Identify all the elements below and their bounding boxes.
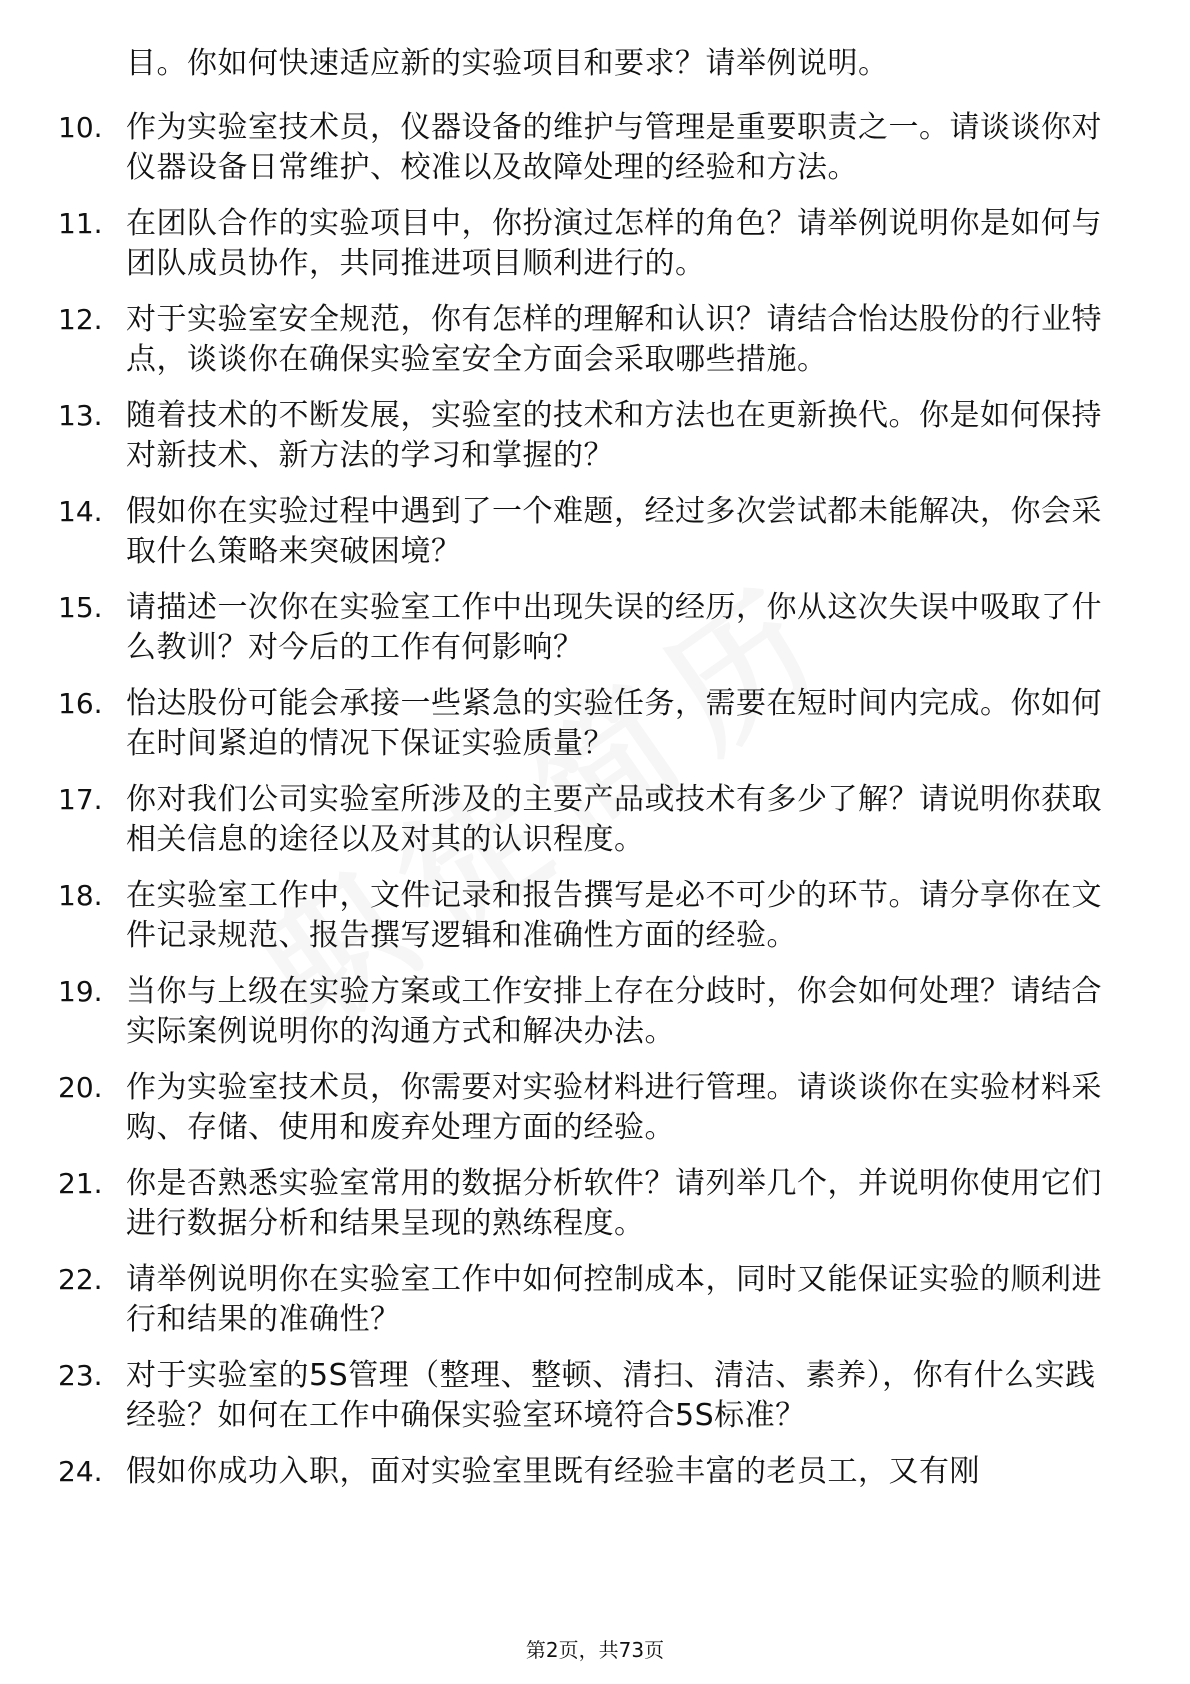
item-text: 请举例说明你在实验室工作中如何控制成本，同时又能保证实验的顺利进行和结果的准确性？ — [126, 1262, 1102, 1337]
item-text: 假如你在实验过程中遇到了一个难题，经过多次尝试都未能解决，你会采取什么策略来突破困境？ — [126, 494, 1102, 569]
item-number: 14. — [58, 495, 103, 528]
item-number: 24. — [58, 1455, 103, 1488]
item-number: 23. — [58, 1359, 103, 1392]
item-number: 21. — [58, 1167, 103, 1200]
list-item — [58, 588, 1138, 684]
list-item — [58, 1260, 1138, 1356]
item-number: 10. — [58, 111, 103, 144]
list-item — [58, 492, 1138, 588]
item-text: 作为实验室技术员，仪器设备的维护与管理是重要职责之一。请谈谈你对仪器设备日常维护、校准以及故障处理的经验和方法。 — [126, 110, 1102, 185]
item-number: 22. — [58, 1263, 103, 1296]
list-item — [58, 44, 1138, 108]
page-footer: 第2页，共73页 — [525, 1638, 665, 1662]
item-number: 17. — [58, 783, 103, 816]
item-text: 随着技术的不断发展，实验室的技术和方法也在更新换代。你是如何保持对新技术、新方法的学习和掌握的？ — [126, 398, 1102, 473]
item-text: 当你与上级在实验方案或工作安排上存在分歧时，你会如何处理？请结合实际案例说明你的沟通方式和解决办法。 — [126, 974, 1102, 1049]
list-item — [58, 780, 1138, 876]
list-item — [58, 684, 1138, 780]
list-item — [58, 300, 1138, 396]
item-text: 在实验室工作中，文件记录和报告撰写是必不可少的环节。请分享你在文件记录规范、报告撰写逻辑和准确性方面的经验。 — [126, 878, 1102, 953]
list-item — [58, 108, 1138, 204]
list-item — [58, 1164, 1138, 1260]
item-text: 目。你如何快速适应新的实验项目和要求？请举例说明。 — [126, 46, 889, 81]
list-item — [58, 1068, 1138, 1164]
item-text: 在团队合作的实验项目中，你扮演过怎样的角色？请举例说明你是如何与团队成员协作，共同推进项目顺利进行的。 — [126, 206, 1102, 281]
list-item — [58, 876, 1138, 972]
item-number: 16. — [58, 687, 103, 720]
item-text: 怡达股份可能会承接一些紧急的实验任务，需要在短时间内完成。你如何在时间紧迫的情况下保证实验质量？ — [126, 686, 1102, 761]
item-text: 假如你成功入职，面对实验室里既有经验丰富的老员工，又有刚 — [126, 1454, 980, 1489]
item-number: 18. — [58, 879, 103, 912]
item-text: 你对我们公司实验室所涉及的主要产品或技术有多少了解？请说明你获取相关信息的途径以及对其的认识程度。 — [126, 782, 1102, 857]
item-number: 19. — [58, 975, 103, 1008]
list-item — [58, 1356, 1138, 1452]
list-item — [58, 396, 1138, 492]
item-text: 对于实验室安全规范，你有怎样的理解和认识？请结合怡达股份的行业特点，谈谈你在确保实验室安全方面会采取哪些措施。 — [126, 302, 1102, 377]
item-text: 作为实验室技术员，你需要对实验材料进行管理。请谈谈你在实验材料采购、存储、使用和废弃处理方面的经验。 — [126, 1070, 1102, 1145]
item-text: 请描述一次你在实验室工作中出现失误的经历，你从这次失误中吸取了什么教训？对今后的工作有何影响？ — [126, 590, 1102, 665]
item-number: 15. — [58, 591, 103, 624]
list-item — [58, 204, 1138, 300]
item-text: 对于实验室的5S管理（整理、整顿、清扫、清洁、素养），你有什么实践经验？如何在工作中确保实验室环境符合5S标准？ — [126, 1358, 1096, 1433]
item-number: 12. — [58, 303, 103, 336]
item-number: 11. — [58, 207, 103, 240]
item-number: 20. — [58, 1071, 103, 1104]
item-text: 你是否熟悉实验室常用的数据分析软件？请列举几个，并说明你使用它们进行数据分析和结果呈现的熟练程度。 — [126, 1166, 1102, 1241]
question-list — [58, 44, 1138, 1516]
list-item — [58, 972, 1138, 1068]
list-item — [58, 1452, 1138, 1516]
item-number: 13. — [58, 399, 103, 432]
